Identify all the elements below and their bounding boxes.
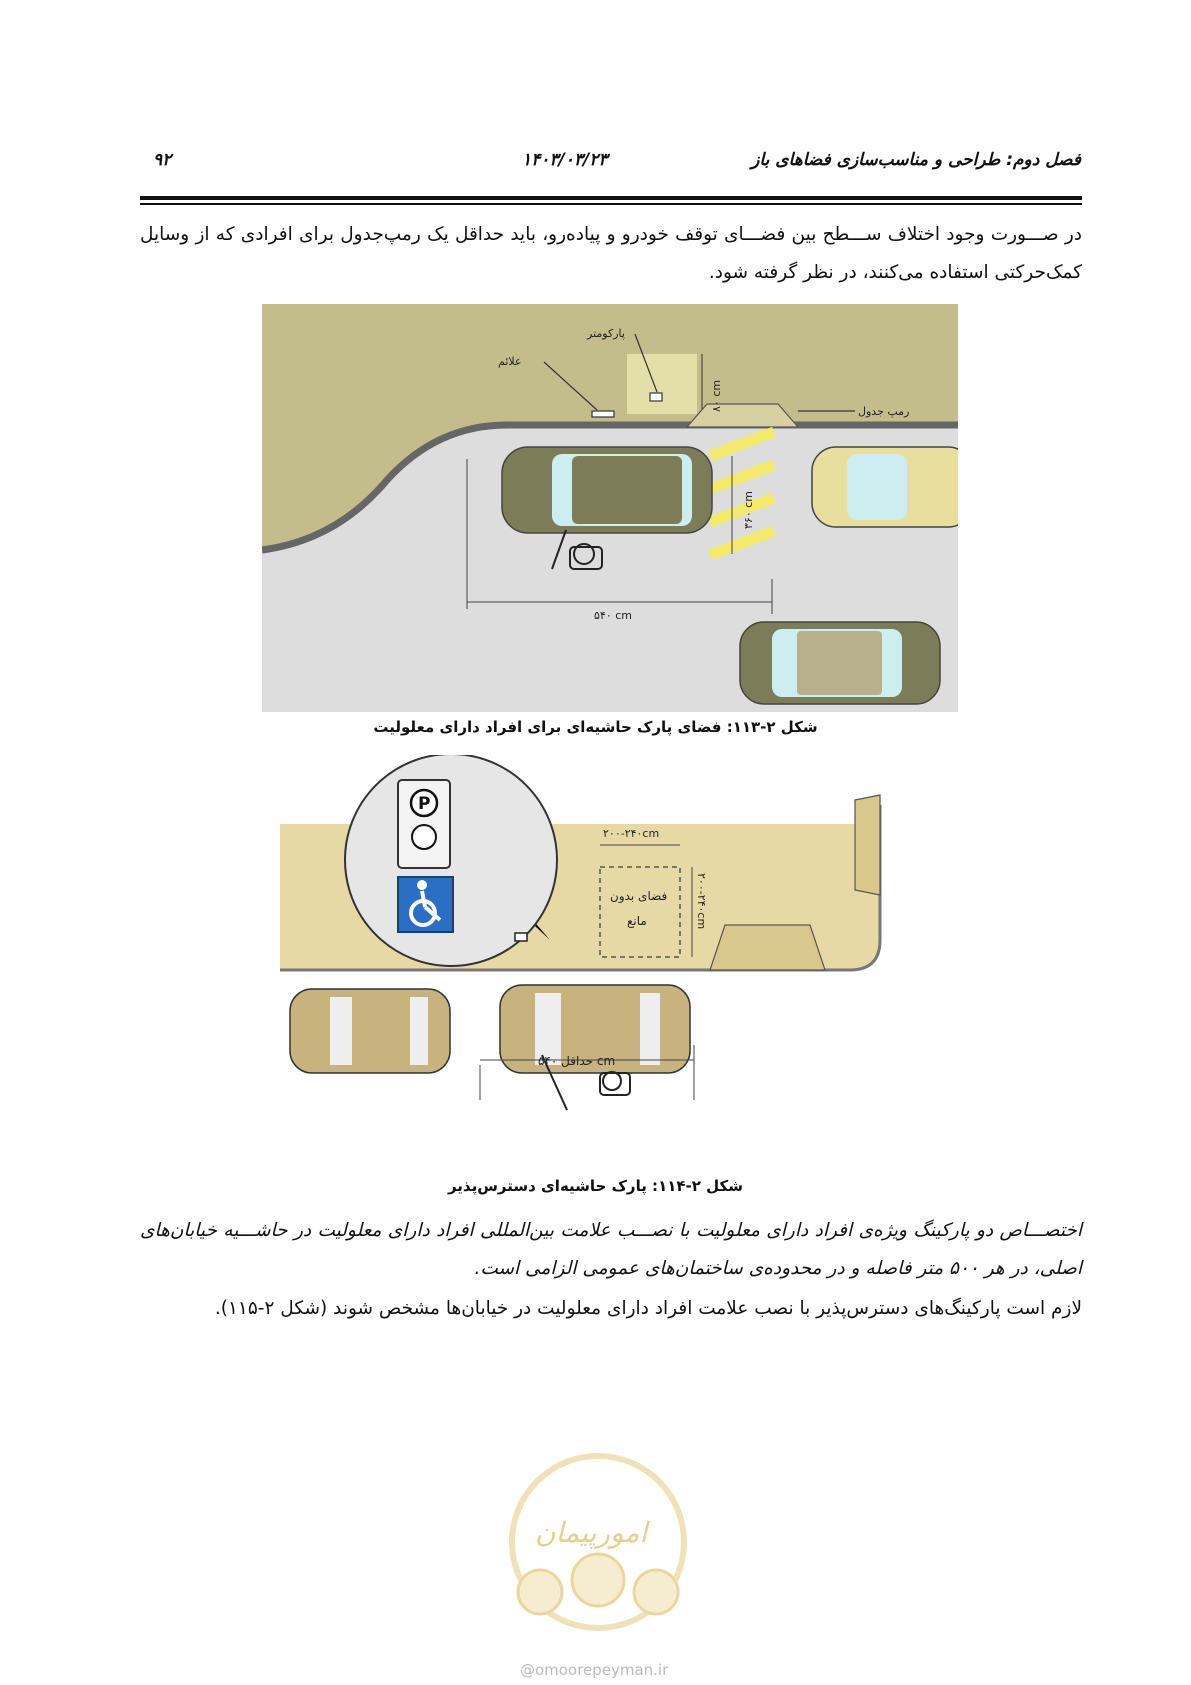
label-dim-width: ۲۰۰-۲۴۰cm: [603, 827, 660, 840]
paragraph-parking-allocation: اختصـــاص دو پارکینگ ویژه‌ی افراد دارای معلولیت با نصـــب علامت بین‌المللی افراد دارای معلولیت در حاشـــیه خیابان‌های اصلی، در هر ۵۰۰ متر فاصله و در محدوده‌ی ساختمان‌های عمومی الزامی است.: [140, 1220, 1082, 1279]
chapter-title: فصل دوم: طراحی و مناسب‌سازی فضاهای باز: [751, 150, 1081, 170]
header-rule-thick: [140, 196, 1082, 200]
paragraph-sign-requirement: لازم است پارکینگ‌های دسترس‌پذیر با نصب علامت افراد دارای معلولیت در خیابان‌ها مشخص شوند (شکل ۲-۱۱۵).: [214, 1298, 1082, 1319]
label-dim-min: حداقل ۵۴۰ cm: [538, 1054, 616, 1068]
no-parking-p-letter: P: [418, 794, 431, 814]
label-signs: علائم: [498, 355, 522, 368]
label-clear-space-1: فضای بدون: [610, 889, 668, 903]
label-dim-540: ۵۴۰ cm: [594, 609, 632, 622]
car-right: [812, 447, 958, 527]
header-rule-thin: [140, 203, 1082, 205]
curb-ramp-right: [855, 795, 880, 895]
caption-figure-114: شکل ۲-۱۱۴: پارک حاشیه‌ای دسترس‌پذیر: [447, 1177, 744, 1195]
car-main: [502, 447, 712, 533]
paragraph-curb-ramp: در صـــورت وجود اختلاف ســـطح بین فضـــای توقف خودرو و پیاده‌رو، باید حداقل یک رمپ‌جدول برای افرادی که از وسایل کمک‌حرکتی استفاده می‌کنند، در نظر گرفته شود.: [140, 224, 1082, 283]
curb-ramp-left: [710, 925, 825, 970]
watermark-logo: [500, 1452, 696, 1682]
label-dim-80: ۸۰ cm: [710, 379, 723, 412]
car-bottom: [740, 622, 940, 704]
sign-icon: [592, 411, 614, 417]
label-parkometer: پارکومتر: [587, 327, 625, 340]
label-clear-space-2: مانع: [627, 914, 647, 928]
figure-113-parking-diagram: [262, 304, 958, 712]
header-date: ۱۴۰۳/۰۳/۲۳: [522, 150, 608, 170]
car-parked-left: [290, 989, 450, 1073]
caption-figure-113: شکل ۲-۱۱۳: فضای پارک حاشیه‌ای برای افراد دارای معلولیت: [373, 718, 818, 736]
figure-114-accessible-parking: [280, 755, 920, 1175]
watermark-url: @omoorepeyman.ir: [520, 1661, 669, 1679]
parkometer-zone: [627, 354, 697, 414]
logo-gear-right-icon: [634, 1570, 678, 1614]
logo-gear-left-icon: [518, 1570, 562, 1614]
page-number: ۹۲: [153, 150, 172, 170]
parkometer-icon: [650, 393, 662, 401]
label-dim-depth: ۲۰۰-۲۴۰cm: [695, 873, 708, 930]
logo-gear-center-icon: [572, 1554, 624, 1606]
label-curb-ramp: رمپ جدول: [858, 405, 910, 418]
small-wheelchair-icon: [412, 825, 436, 849]
sign-post-base: [515, 933, 527, 941]
label-dim-360: ۳۶۰ cm: [742, 491, 755, 529]
logo-text: امورپیمان: [535, 1516, 648, 1549]
curb-ramp: [687, 404, 798, 427]
